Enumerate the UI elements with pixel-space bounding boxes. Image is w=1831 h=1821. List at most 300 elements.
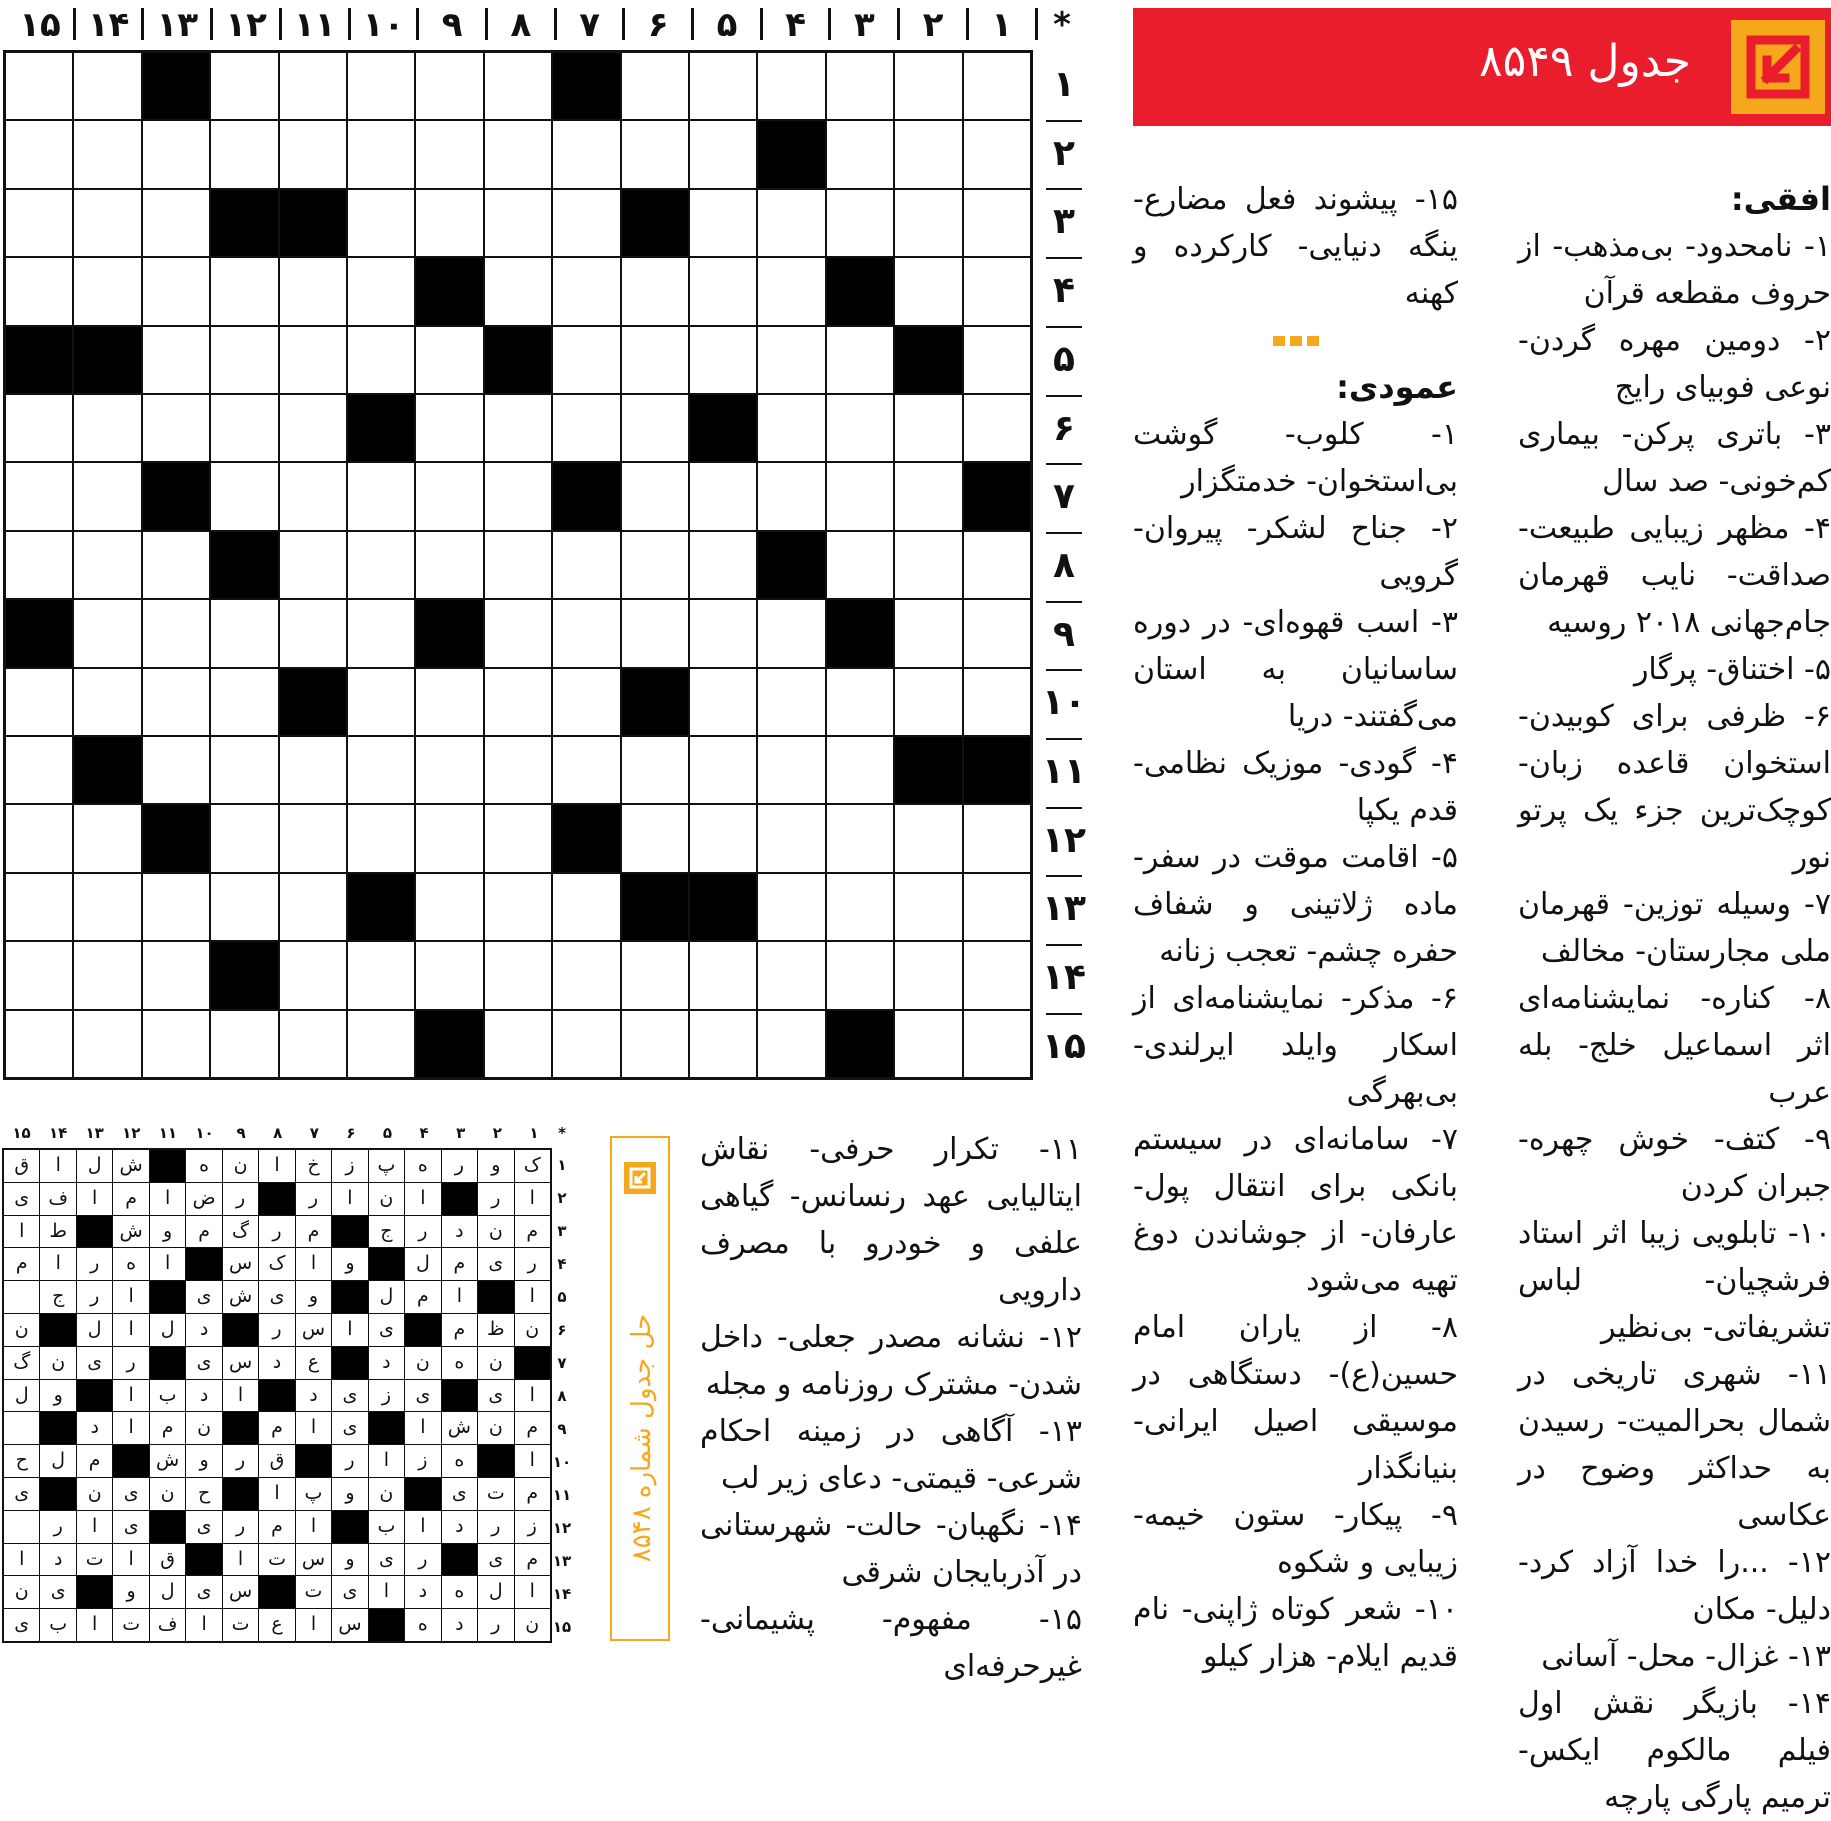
down-clues-column: [1133, 176, 1458, 1680]
solution-letter-cell: ی: [332, 1380, 367, 1412]
empty-cell: [211, 395, 277, 461]
empty-cell: [758, 737, 824, 803]
black-cell: [211, 942, 277, 1008]
empty-cell: [211, 669, 277, 735]
solution-letter-cell: ر: [223, 1445, 258, 1477]
empty-cell: [758, 395, 824, 461]
empty-cell: [758, 669, 824, 735]
across-clue: ۹- کتف- خوش چهره- جبران کردن: [1518, 1122, 1831, 1204]
solution-row-number: ۱۴: [552, 1585, 572, 1603]
solution-letter-cell: ه: [405, 1609, 440, 1641]
black-cell: [964, 463, 1030, 529]
solution-letter-cell: ا: [223, 1544, 258, 1576]
solution-letter-cell: ه: [186, 1150, 221, 1182]
solution-letter-cell: د: [442, 1216, 477, 1248]
column-divider: [1035, 8, 1038, 40]
solution-letter-cell: ی: [478, 1248, 513, 1280]
black-cell: [964, 737, 1030, 803]
empty-cell: [211, 600, 277, 666]
black-cell: [280, 190, 346, 256]
solution-letter-cell: ن: [77, 1478, 112, 1510]
empty-cell: [6, 395, 72, 461]
empty-cell: [6, 53, 72, 119]
empty-cell: [6, 805, 72, 871]
solution-letter-cell: ن: [369, 1478, 404, 1510]
solution-letter-cell: ز: [515, 1511, 550, 1543]
empty-cell: [964, 327, 1030, 393]
across-clue: ۸- کناره- نمایشنامه‌ای اثر اسماعیل خلج- بله عرب: [1518, 981, 1831, 1110]
empty-cell: [827, 121, 893, 187]
solution-row-number: ۴: [557, 1255, 567, 1273]
solution-letter-cell: ا: [296, 1609, 331, 1641]
empty-cell: [895, 942, 961, 1008]
solution-column-number: ۱: [529, 1124, 539, 1142]
solution-letter-cell: ر: [515, 1248, 550, 1280]
empty-cell: [280, 874, 346, 940]
down-clue: ۱- کلوب- گوشت بی‌استخوان- خدمتگزار: [1133, 417, 1458, 499]
solution-letter-cell: ش: [113, 1216, 148, 1248]
empty-cell: [553, 190, 619, 256]
solution-letter-cell: ر: [478, 1183, 513, 1215]
empty-cell: [348, 942, 414, 1008]
empty-cell: [758, 53, 824, 119]
empty-cell: [827, 395, 893, 461]
row-number: ۳: [1053, 201, 1075, 243]
empty-cell: [74, 600, 140, 666]
black-cell: [143, 805, 209, 871]
solution-black-cell: [223, 1412, 258, 1444]
empty-cell: [553, 669, 619, 735]
solution-letter-cell: ر: [113, 1347, 148, 1379]
empty-cell: [74, 874, 140, 940]
empty-cell: [74, 463, 140, 529]
empty-cell: [553, 874, 619, 940]
empty-cell: [553, 395, 619, 461]
solution-column-number: ۱۵: [12, 1124, 31, 1142]
empty-cell: [690, 942, 756, 1008]
solution-letter-cell: م: [77, 1445, 112, 1477]
solution-black-cell: [150, 1150, 185, 1182]
solution-black-cell: [405, 1478, 440, 1510]
column-divider: [691, 8, 694, 40]
empty-cell: [280, 463, 346, 529]
solution-letter-cell: س: [223, 1347, 258, 1379]
down-heading: عمودی:: [1336, 368, 1458, 406]
solution-letter-cell: ا: [113, 1281, 148, 1313]
empty-cell: [827, 737, 893, 803]
solution-letter-cell: ا: [405, 1511, 440, 1543]
empty-cell: [758, 190, 824, 256]
solution-letter-cell: ق: [150, 1544, 185, 1576]
empty-cell: [895, 53, 961, 119]
solution-letter-cell: ا: [186, 1609, 221, 1641]
solution-letter-cell: ا: [442, 1281, 477, 1313]
empty-cell: [74, 395, 140, 461]
solution-black-cell: [259, 1183, 294, 1215]
solution-letter-cell: ر: [442, 1150, 477, 1182]
black-cell: [553, 463, 619, 529]
solution-letter-cell: س: [296, 1314, 331, 1346]
empty-cell: [211, 805, 277, 871]
empty-cell: [895, 463, 961, 529]
empty-cell: [553, 121, 619, 187]
empty-cell: [690, 190, 756, 256]
empty-cell: [6, 258, 72, 324]
empty-cell: [280, 532, 346, 598]
solution-letter-cell: ف: [150, 1609, 185, 1641]
column-divider: [828, 8, 831, 40]
solution-letter-cell: ر: [259, 1216, 294, 1248]
solution-letter-cell: ا: [515, 1380, 550, 1412]
arrow-down-left-icon: [1731, 20, 1825, 114]
solution-letter-cell: ا: [296, 1412, 331, 1444]
column-divider: [622, 8, 625, 40]
empty-cell: [758, 874, 824, 940]
empty-cell: [622, 600, 688, 666]
empty-cell: [622, 53, 688, 119]
corner-mark: *: [558, 1124, 566, 1142]
column-number: ۱۳: [156, 5, 199, 45]
solution-letter-cell: د: [77, 1412, 112, 1444]
empty-cell: [416, 327, 482, 393]
empty-cell: [280, 737, 346, 803]
solution-letter-cell: ن: [515, 1609, 550, 1641]
solution-letter-cell: ا: [369, 1576, 404, 1608]
column-number: ۵: [716, 5, 738, 45]
solution-letter-cell: و: [150, 1216, 185, 1248]
black-cell: [211, 190, 277, 256]
empty-cell: [143, 532, 209, 598]
solution-letter-cell: ب: [40, 1609, 75, 1641]
solution-letter-cell: و: [186, 1445, 221, 1477]
empty-cell: [690, 532, 756, 598]
solution-letter-cell: ا: [369, 1445, 404, 1477]
solution-black-cell: [40, 1412, 75, 1444]
black-cell: [6, 600, 72, 666]
empty-cell: [143, 737, 209, 803]
empty-cell: [690, 463, 756, 529]
column-number: ۲: [922, 5, 944, 45]
solution-letter-cell: ح: [186, 1478, 221, 1510]
solution-black-cell: [332, 1281, 367, 1313]
row-number: ۱۳: [1042, 888, 1086, 930]
solution-black-cell: [186, 1248, 221, 1280]
solution-letter-cell: ا: [223, 1380, 258, 1412]
row-number: ۱۲: [1042, 819, 1086, 861]
solution-black-cell: [332, 1216, 367, 1248]
empty-cell: [348, 805, 414, 871]
row-number: ۸: [1053, 544, 1075, 586]
solution-letter-cell: ی: [369, 1544, 404, 1576]
empty-cell: [74, 1011, 140, 1077]
empty-cell: [211, 327, 277, 393]
solution-letter-cell: د: [296, 1380, 331, 1412]
empty-cell: [690, 258, 756, 324]
across-clue: ۴- مظهر زیبایی طبیعت- صداقت- نایب قهرمان جام‌جهانی ۲۰۱۸ روسیه: [1518, 511, 1831, 640]
solution-grid: [2, 1148, 552, 1643]
column-divider: [760, 8, 763, 40]
solution-row-number: ۱۳: [552, 1552, 572, 1570]
empty-cell: [964, 874, 1030, 940]
column-divider: [210, 8, 213, 40]
empty-cell: [622, 532, 688, 598]
solution-letter-cell: ی: [478, 1380, 513, 1412]
solution-letter-cell: ی: [332, 1412, 367, 1444]
solution-letter-cell: ا: [515, 1183, 550, 1215]
empty-cell: [827, 805, 893, 871]
across-clue: ۱۲- ...را خدا آزاد کرد- دلیل- مکان: [1518, 1545, 1831, 1627]
empty-cell: [895, 600, 961, 666]
solution-letter-cell: ت: [223, 1609, 258, 1641]
empty-cell: [6, 1011, 72, 1077]
solution-letter-cell: م: [515, 1412, 550, 1444]
solution-letter-cell: ی: [4, 1183, 39, 1215]
empty-cell: [758, 327, 824, 393]
across-clue: ۱۵- پیشوند فعل مضارع- ینگه دنیایی- کارکرده و کهنه: [1133, 182, 1458, 311]
down-clue: ۱۴- نگهبان- حالت- شهرستانی در آذربایجان شرقی: [700, 1508, 1082, 1590]
empty-cell: [485, 805, 551, 871]
puzzle-title: جدول ۸۵۴۹: [1478, 36, 1691, 87]
solution-letter-cell: ل: [40, 1445, 75, 1477]
solution-letter-cell: ی: [40, 1576, 75, 1608]
row-number: ۷: [1053, 476, 1075, 518]
empty-cell: [553, 1011, 619, 1077]
solution-column-number: ۱۲: [122, 1124, 141, 1142]
empty-cell: [553, 942, 619, 1008]
black-cell: [416, 1011, 482, 1077]
solution-letter-cell: ه: [405, 1150, 440, 1182]
solution-letter-cell: ح: [4, 1445, 39, 1477]
empty-cell: [622, 805, 688, 871]
black-cell: [348, 395, 414, 461]
empty-cell: [416, 874, 482, 940]
empty-cell: [416, 53, 482, 119]
black-cell: [622, 669, 688, 735]
empty-cell: [485, 737, 551, 803]
empty-cell: [895, 805, 961, 871]
empty-cell: [485, 395, 551, 461]
solution-black-cell: [40, 1478, 75, 1510]
empty-cell: [827, 942, 893, 1008]
empty-cell: [622, 258, 688, 324]
column-divider: [966, 8, 969, 40]
solution-column-number: ۲: [492, 1124, 502, 1142]
solution-letter-cell: و: [332, 1248, 367, 1280]
column-divider: [485, 8, 488, 40]
row-number: ۱۵: [1042, 1025, 1086, 1067]
solution-black-cell: [223, 1314, 258, 1346]
empty-cell: [74, 532, 140, 598]
black-cell: [485, 327, 551, 393]
empty-cell: [895, 1011, 961, 1077]
solution-letter-cell: ن: [150, 1478, 185, 1510]
solution-letter-cell: م: [150, 1412, 185, 1444]
solution-letter-cell: ش: [113, 1150, 148, 1182]
empty-cell: [74, 190, 140, 256]
across-clues-column: [1518, 176, 1831, 1821]
solution-letter-cell: ا: [4, 1544, 39, 1576]
solution-row-number: ۱۱: [552, 1486, 572, 1504]
crossword-grid: [3, 50, 1033, 1080]
solution-black-cell: [186, 1544, 221, 1576]
empty-cell: [758, 942, 824, 1008]
solution-letter-cell: ا: [113, 1412, 148, 1444]
solution-letter-cell: ا: [405, 1412, 440, 1444]
solution-letter-cell: ا: [77, 1511, 112, 1543]
empty-cell: [895, 874, 961, 940]
solution-black-cell: [150, 1511, 185, 1543]
solution-row-number: ۵: [557, 1288, 567, 1306]
solution-letter-cell: ه: [113, 1248, 148, 1280]
empty-cell: [895, 669, 961, 735]
solution-letter-cell: ع: [259, 1609, 294, 1641]
solution-letter-cell: پ: [369, 1150, 404, 1182]
column-number: ۱۵: [19, 5, 61, 45]
solution-letter-cell: ا: [4, 1216, 39, 1248]
empty-cell: [348, 258, 414, 324]
empty-cell: [143, 942, 209, 1008]
solution-letter-cell: ه: [442, 1576, 477, 1608]
column-number: ۳: [854, 5, 875, 45]
solution-letter-cell: ل: [77, 1150, 112, 1182]
solution-letter-cell: م: [442, 1314, 477, 1346]
empty-cell: [74, 805, 140, 871]
solution-letter-cell: م: [515, 1478, 550, 1510]
solution-row-number: ۱۲: [552, 1519, 572, 1537]
column-divider: [554, 8, 557, 40]
empty-cell: [964, 669, 1030, 735]
solution-letter-cell: ا: [296, 1511, 331, 1543]
empty-cell: [690, 600, 756, 666]
solution-letter-cell: ل: [150, 1314, 185, 1346]
down-clue: ۳- اسب قهوه‌ای- در دوره ساسانیان به استان می‌گفتند- دریا: [1133, 605, 1458, 734]
empty-cell: [280, 942, 346, 1008]
empty-cell: [485, 1011, 551, 1077]
solution-letter-cell: ا: [113, 1380, 148, 1412]
solution-black-cell: [223, 1478, 258, 1510]
column-number: ۶: [647, 5, 669, 45]
solution-letter-cell: ر: [296, 1183, 331, 1215]
solution-letter-cell: [4, 1281, 39, 1313]
column-number: ۱۱: [294, 5, 336, 45]
solution-letter-cell: ر: [405, 1216, 440, 1248]
solution-letter-cell: ج: [40, 1281, 75, 1313]
solution-letter-cell: ن: [405, 1347, 440, 1379]
solution-letter-cell: م: [442, 1248, 477, 1280]
solution-letter-cell: س: [332, 1609, 367, 1641]
solution-black-cell: [332, 1511, 367, 1543]
solution-letter-cell: ی: [4, 1478, 39, 1510]
empty-cell: [758, 258, 824, 324]
empty-cell: [485, 669, 551, 735]
column-divider: [348, 8, 351, 40]
column-divider: [141, 8, 144, 40]
black-cell: [827, 1011, 893, 1077]
empty-cell: [348, 121, 414, 187]
empty-cell: [143, 190, 209, 256]
empty-cell: [895, 532, 961, 598]
empty-cell: [143, 258, 209, 324]
column-number: ۷: [579, 5, 600, 45]
column-number: ۸: [510, 5, 532, 45]
solution-letter-cell: ز: [405, 1445, 440, 1477]
solution-black-cell: [77, 1576, 112, 1608]
empty-cell: [211, 737, 277, 803]
solution-letter-cell: ا: [515, 1281, 550, 1313]
solution-row-number: ۱: [557, 1156, 567, 1174]
solution-column-number: ۳: [456, 1124, 466, 1142]
empty-cell: [827, 532, 893, 598]
empty-cell: [416, 737, 482, 803]
solution-letter-cell: ن: [40, 1347, 75, 1379]
down-clue: ۸- از یاران امام حسین(ع)- دستگاهی در موسیقی اصیل ایرانی- بنیانگذار: [1133, 1310, 1458, 1486]
empty-cell: [485, 190, 551, 256]
down-clue: ۶- مذکر- نمایشنامه‌ای از اسکار وایلد ایرلندی- بی‌بهرگی: [1133, 981, 1458, 1110]
solution-black-cell: [369, 1609, 404, 1641]
empty-cell: [895, 258, 961, 324]
column-number: ۹: [441, 5, 463, 45]
solution-column-number: ۵: [382, 1124, 393, 1142]
solution-letter-cell: ی: [186, 1281, 221, 1313]
empty-cell: [143, 874, 209, 940]
empty-cell: [6, 737, 72, 803]
solution-letter-cell: ن: [369, 1183, 404, 1215]
column-divider: [73, 8, 76, 40]
black-cell: [553, 53, 619, 119]
black-cell: [348, 874, 414, 940]
empty-cell: [280, 805, 346, 871]
empty-cell: [758, 1011, 824, 1077]
black-cell: [143, 53, 209, 119]
empty-cell: [895, 190, 961, 256]
empty-cell: [6, 532, 72, 598]
empty-cell: [6, 463, 72, 529]
solution-letter-cell: ج: [369, 1216, 404, 1248]
solution-black-cell: [478, 1445, 513, 1477]
solution-letter-cell: ن: [478, 1347, 513, 1379]
black-cell: [827, 258, 893, 324]
solution-black-cell: [113, 1445, 148, 1477]
down-clue: ۴- گودی- موزیک نظامی- قدم یکپا: [1133, 746, 1458, 828]
column-number: ۱۲: [225, 5, 267, 45]
solution-letter-cell: ن: [478, 1412, 513, 1444]
empty-cell: [416, 463, 482, 529]
solution-black-cell: [369, 1412, 404, 1444]
empty-cell: [690, 805, 756, 871]
solution-letter-cell: ا: [113, 1544, 148, 1576]
column-number: ۱۰: [362, 5, 405, 45]
solution-letter-cell: [4, 1412, 39, 1444]
empty-cell: [622, 942, 688, 1008]
solution-letter-cell: ق: [259, 1445, 294, 1477]
solution-black-cell: [478, 1281, 513, 1313]
down-clue: ۱۳- آگاهی در زمینه احکام شرعی- قیمتی- دعای زیر لب: [700, 1414, 1082, 1496]
across-clue: ۶- ظرفی برای کوبیدن- استخوان قاعده زبان- کوچک‌ترین جزء یک پرتو نور: [1518, 699, 1831, 875]
solution-letter-cell: ا: [77, 1609, 112, 1641]
crossword-puzzle: [0, 0, 1090, 1090]
empty-cell: [6, 942, 72, 1008]
solution-letter-cell: و: [113, 1576, 148, 1608]
black-cell: [690, 395, 756, 461]
empty-cell: [622, 1011, 688, 1077]
empty-cell: [348, 737, 414, 803]
solution-row-number: ۶: [557, 1321, 567, 1339]
solution-row-number: ۸: [557, 1387, 567, 1405]
empty-cell: [690, 669, 756, 735]
solution-letter-cell: و: [332, 1478, 367, 1510]
solution-letter-cell: ی: [186, 1347, 221, 1379]
empty-cell: [485, 121, 551, 187]
